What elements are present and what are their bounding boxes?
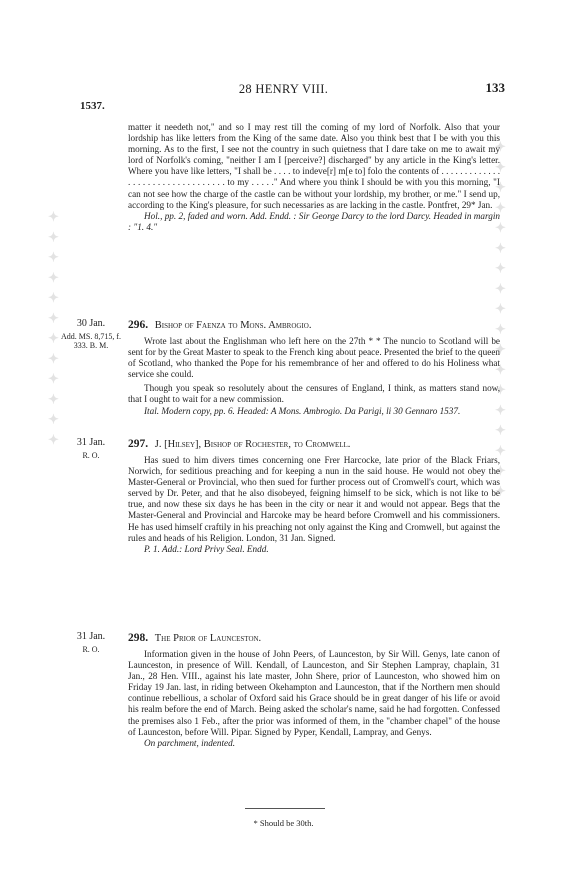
entry-297-number: 297. (128, 438, 149, 450)
entry-297-title: J. [Hilsey], Bishop of Rochester, to Cromwell. (154, 439, 351, 450)
entry-296-paragraph: Wrote last about the Englishman who left here on the 27th * * The nuncio to Scotland will be sent for by the Great Master to speak to the French king about peace. Presented the brief to the queen of Scotland, who thanked the Pope for his remembrance of her and offered to do his Holiness what service she could. (128, 336, 500, 380)
entry-296-margin (60, 319, 122, 350)
entry-296-title: Bishop of Faenza to Mons. Ambrogio. (154, 320, 312, 331)
entry-297-source: R. O. (82, 450, 100, 460)
entry-298-number: 298. (128, 632, 149, 644)
continued-text: matter it needeth not," and so I may rest till the coming of my lord of Norfolk. Also that your lordship has like letters from the King of the same date. Also you think best that I be with you this morning. As to the first, I see not the country in such quietness that I dare take on me to await my lord of Norfolk's coming, "neither I am I [perceive?] discharged" by any article in the King's letter. Where you have like letters, "I shall be . . . . to indeve[r] m[e to] folo the contents of . . . . . . . . . . . . . . . . . . . . . . . . . . . . . . . . . to my . . . . ." And where you think I should be with you this morning, "I can not see how the charge of the castle can be without your lordship, my brother, or me." I send up, according to the King's pleasure, for such necessaries as are lacking in the castle. Pontfret, 29* Jan. (128, 122, 500, 210)
entry-297-body (128, 455, 500, 555)
entry-298-heading (128, 632, 500, 644)
entry-296-heading (128, 319, 500, 331)
entry-298-title: The Prior of Launceston. (154, 633, 262, 644)
entry-297-margin (60, 438, 122, 460)
running-title: 28 HENRY VIII. (238, 82, 329, 96)
entry-296-body (128, 336, 500, 417)
footnote-rule (245, 808, 325, 809)
continued-note: Hol., pp. 2, faded and worn. Add. Endd. : Sir George Darcy to the lord Darcy. Headed in margin : "1. 4." (128, 210, 500, 232)
entry-297-date: 31 Jan. (76, 437, 106, 448)
entry-298-date: 31 Jan. (76, 631, 106, 642)
watermark-left: ✦ ✦ ✦ ✦ ✦ ✦ ✦ ✦ ✦ ✦ ✦ ✦ (47, 210, 62, 449)
footnote: * Should be 30th. (253, 818, 314, 828)
entry-296-date: 30 Jan. (76, 318, 106, 329)
entry-298-body (128, 649, 500, 749)
entry-296-note: Ital. Modern copy, pp. 6. Headed: A Mons. Ambrogio. Da Parigi, li 30 Gennaro 1537. (144, 405, 461, 416)
entry-297-paragraph: Has sued to him divers times concerning one Frer Harcocke, late prior of the Black Friars, Norwich, for seditious preaching and for keeping a nun in the said house. He would not obey the Master-General or Provincial, who then sued for further process out of Cromwell's court, which was served by Dr. Peter, and that he also disobeyed, feigning himself to be sick, which is not like to be true, and now these six days he has been in the city or near it and would not appear. Begs that the Master-General and Provincial and Harcoke may be heard before Cromwell and his commissioners. He has used himself craftily in his preaching not only against the King and Cromwell, but against the rules and heads of his Religion. London, 31 Jan. Signed. (128, 455, 501, 543)
year-label: 1537. (80, 100, 105, 112)
entry-296-paragraph-2: Though you speak so resolutely about the censures of England, I think, as matters stand now, that I ought to wait for a new commission. (128, 383, 500, 405)
entry-296-number: 296. (128, 319, 149, 331)
entry-297-heading (128, 438, 500, 450)
entry-298-paragraph: Information given in the house of John Peers, of Launceston, by Sir Will. Genys, late canon of Launceston, in presence of Will. Kendall, of Launceston, and Sir Stephen Lampray, chaplain, 31 Jan., 28 Hen. VIII., against his late master, John Shere, prior of Launceston, who showed him on Friday 19 Jan. last, in riding between Okehampton and Launceston, that if the Northern men should continue rebellious, a scholar of Oxford said his Grace should be in great danger of his life or avoid his realm before the end of March. Being asked the scholar's name, said he had forgotten. Confessed the premises also 1 Feb., after the prior was informed of them, in the "chamber chapel" of the house of Launceston, before Will. Pipar. Signed by Pyper, Kendall, Lampray, and Genys. (128, 649, 500, 737)
entry-298-note: On parchment, indented. (144, 737, 236, 748)
watermark-right: ✦ ✦ ✦ ✦ ✦ ✦ ✦ ✦ ✦ ✦ ✦ ✦ ✦ ✦ ✦ ✦ ✦ ✦ (494, 140, 509, 501)
page-number: 133 (485, 80, 505, 95)
continued-entry (128, 122, 500, 233)
entry-298-source: R. O. (82, 644, 100, 654)
entry-296-source: Add. MS. 8,715, f. 333. B. M. (60, 331, 121, 350)
entry-298-margin (60, 632, 122, 654)
entry-297-note: P. 1. Add.: Lord Privy Seal. Endd. (144, 543, 269, 554)
